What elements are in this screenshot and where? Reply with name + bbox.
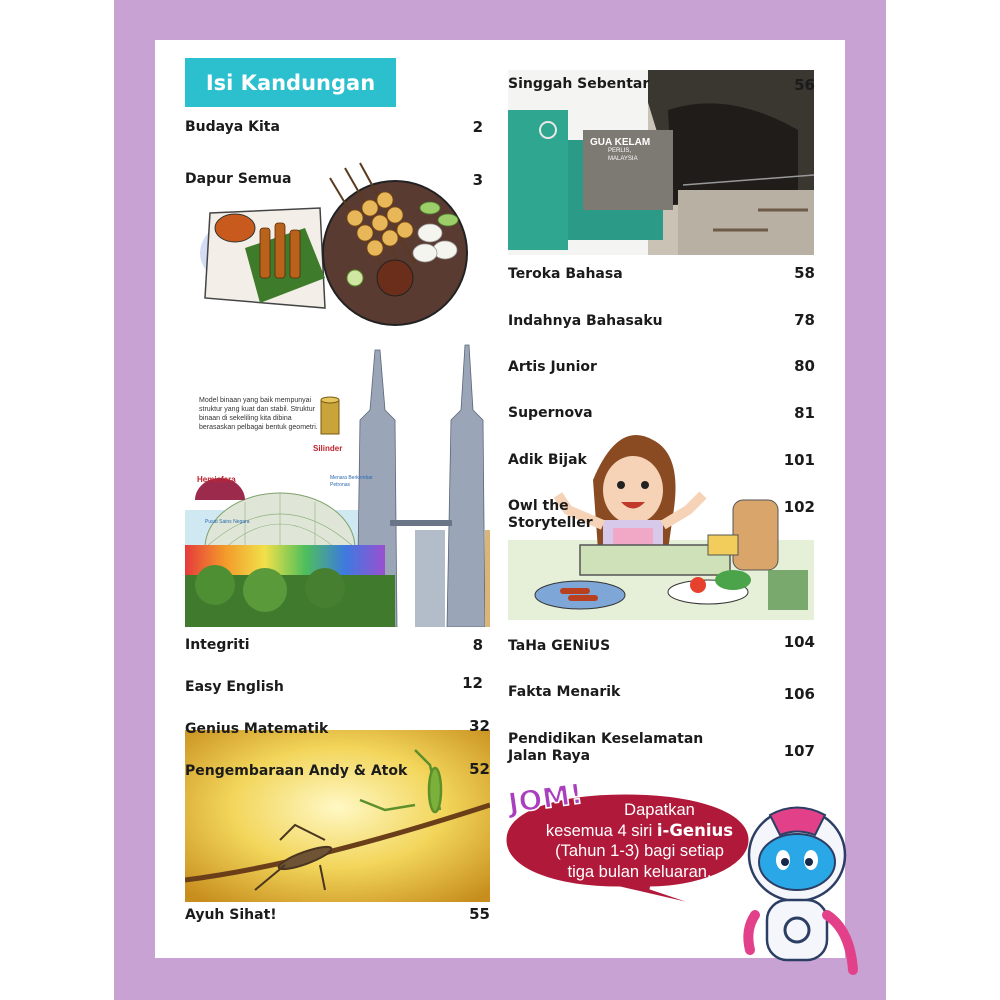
menara-label: Menara Berkembar Petronas bbox=[330, 475, 373, 488]
toc-page-budaya-kita: 2 bbox=[472, 118, 483, 136]
promo-line-1: Dapatkan bbox=[624, 801, 695, 819]
promo-text bbox=[527, 800, 752, 883]
promo-line-4: tiga bulan keluaran. bbox=[567, 862, 712, 881]
toc-entry-budaya-kita[interactable]: Budaya Kita bbox=[185, 119, 280, 135]
toc-entry-supernova[interactable]: Supernova bbox=[508, 405, 593, 421]
toc-page-pendidikan-keselamatan: 107 bbox=[783, 742, 815, 760]
toc-entry-pengembaraan[interactable]: Pengembaraan Andy & Atok bbox=[185, 763, 408, 779]
toc-entry-artis-junior[interactable]: Artis Junior bbox=[508, 359, 597, 375]
toc-entry-adik-bijak[interactable]: Adik Bijak bbox=[508, 452, 587, 468]
toc-entry-easy-english[interactable]: Easy English bbox=[185, 679, 284, 695]
toc-page-indahnya-bahasaku: 78 bbox=[794, 311, 815, 329]
buildings-illustration bbox=[185, 330, 490, 627]
toc-page-teroka-bahasa: 58 bbox=[794, 264, 815, 282]
toc-entry-owl-storyteller[interactable]: Owl the Storyteller bbox=[508, 498, 593, 531]
robot-mascot bbox=[735, 800, 860, 990]
cave-sign-subtitle: PERLIS, MALAYSIA bbox=[608, 148, 638, 162]
toc-entry-genius-matematik[interactable]: Genius Matematik bbox=[185, 721, 329, 737]
toc-page-fakta-menarik: 106 bbox=[783, 685, 815, 703]
promo-line-3: (Tahun 1-3) bagi setiap bbox=[555, 842, 724, 861]
toc-page-supernova: 81 bbox=[794, 404, 815, 422]
toc-entry-teroka-bahasa[interactable]: Teroka Bahasa bbox=[508, 266, 623, 282]
toc-entry-ayuh-sihat[interactable]: Ayuh Sihat! bbox=[185, 907, 277, 923]
toc-entry-taha-genius[interactable]: TaHa GENiUS bbox=[508, 638, 611, 654]
left-margin bbox=[0, 0, 114, 1000]
dunia-lily-caption: Model binaan yang baik mempunyai struktur yang kuat dan stabil. Struktur binaan di sekeliling kita dibina berasaskan pelbagai bentuk geometri. bbox=[199, 397, 318, 432]
satay-illustration bbox=[190, 158, 490, 326]
toc-page-genius-matematik: 32 bbox=[469, 717, 490, 735]
jom-label: JOM! bbox=[506, 776, 585, 821]
hemisfera-label: Hemisfera bbox=[197, 475, 236, 484]
toc-page-pengembaraan: 52 bbox=[469, 760, 490, 778]
toc-entry-indahnya-bahasaku[interactable]: Indahnya Bahasaku bbox=[508, 313, 663, 329]
right-margin bbox=[886, 0, 1000, 1000]
toc-page-adik-bijak: 101 bbox=[783, 451, 815, 469]
silinder-label: Silinder bbox=[313, 444, 343, 453]
toc-page-integriti: 8 bbox=[472, 636, 483, 654]
cave-photo bbox=[508, 70, 814, 255]
toc-page-singgah-sebentar: 56 bbox=[794, 76, 815, 94]
promo-line-2-pre: kesemua 4 siri bbox=[545, 821, 657, 840]
mantis-photo bbox=[185, 730, 490, 902]
toc-page-ayuh-sihat: 55 bbox=[469, 905, 490, 923]
toc-page-dapur-semua: 3 bbox=[472, 171, 483, 189]
promo-line-2 bbox=[527, 821, 752, 842]
page-title: Isi Kandungan bbox=[185, 58, 396, 107]
toc-page-easy-english: 12 bbox=[462, 674, 483, 692]
toc-entry-dapur-semua[interactable]: Dapur Semua bbox=[185, 171, 292, 187]
promo-brand: i-Genius bbox=[656, 820, 734, 840]
pusat-sains-label: Pusat Sains Negara bbox=[205, 519, 250, 525]
toc-entry-fakta-menarik[interactable]: Fakta Menarik bbox=[508, 684, 621, 700]
toc-page-owl-storyteller: 102 bbox=[783, 498, 815, 516]
toc-page-taha-genius: 104 bbox=[783, 633, 815, 651]
cave-sign-title: GUA KELAM bbox=[590, 137, 651, 148]
toc-page-artis-junior: 80 bbox=[794, 357, 815, 375]
toc-entry-integriti[interactable]: Integriti bbox=[185, 637, 250, 653]
toc-entry-singgah-sebentar[interactable]: Singgah Sebentar bbox=[508, 76, 650, 92]
toc-entry-pendidikan-keselamatan[interactable]: Pendidikan Keselamatan Jalan Raya bbox=[508, 731, 704, 764]
